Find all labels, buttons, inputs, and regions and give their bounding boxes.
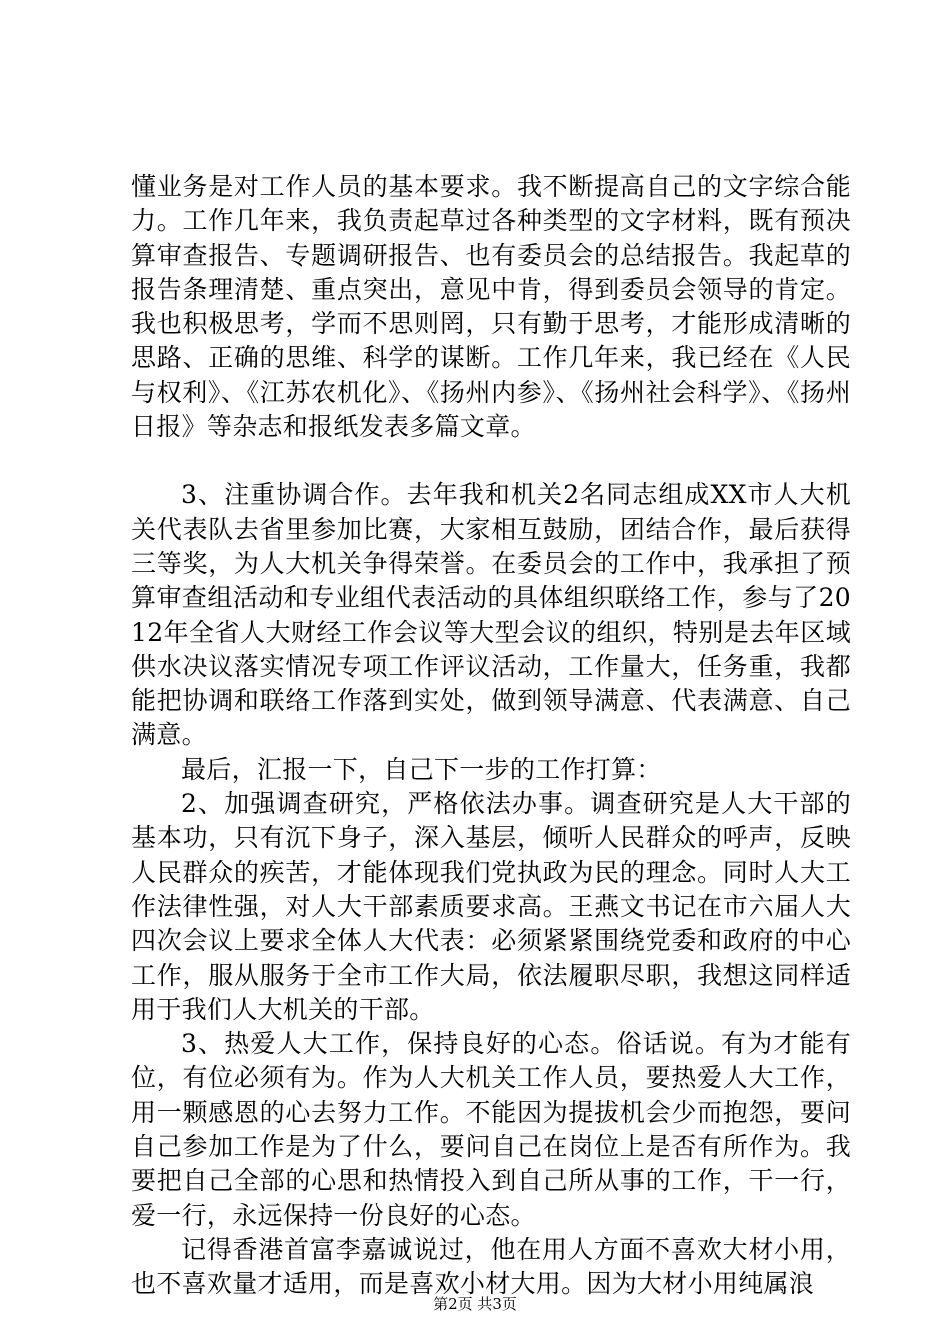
body-text: [131, 170, 851, 1302]
paragraph-next-plans-intro: 最后，汇报一下，自己下一步的工作打算：: [181, 754, 662, 784]
paragraph-attitude: 3、热爱人大工作，保持良好的心态。俗话说。有为才能有位，有位必须有为。作为人大机关工作人员，要热爱人大工作，用一颗感恩的心去努力工作。不能因为提拔机会少而抱怨，要问自己参加工作是为了什么，要问自己在岗位上是否有所作为。我要把自己全部的心思和热情投入到自己所从事的工作，干一行，爱一行，永远保持一份良好的心态。: [131, 1029, 851, 1230]
paragraph-research: 2、加强调查研究，严格依法办事。调查研究是人大干部的基本功，只有沉下身子，深入基层，倾听人民群众的呼声，反映人民群众的疾苦，才能体现我们党执政为民的理念。同时人大工作法律性强，对人大干部素质要求高。王燕文书记在市六届人大四次会议上要求全体人大代表：必须紧紧围绕党委和政府的中心工作，服从服务于全市工作大局，依法履职尽职，我想这同样适用于我们人大机关的干部。: [131, 789, 851, 1024]
paragraph-coordination: 3、注重协调合作。去年我和机关2名同志组成XX市人大机关代表队去省里参加比赛，大家相互鼓励，团结合作，最后获得三等奖，为人大机关争得荣誉。在委员会的工作中，我承担了预算审查组活动和专业组代表活动的具体组织联络工作，参与了2012年全省人大财经工作会议等大型会议的组织，特别是去年区域供水决议落实情况专项工作评议活动，工作量大，任务重，我都能把协调和联络工作落到实处，做到领导满意、代表满意、自己满意。: [131, 480, 851, 750]
paragraph-li-ka-shing: 记得香港首富李嘉诚说过，他在用人方面不喜欢大材小用，也不喜欢量才适用，而是喜欢小材大用。因为大材小用纯属浪: [131, 1234, 851, 1299]
paragraph-writing-ability: 懂业务是对工作人员的基本要求。我不断提高自己的文字综合能力。工作几年来，我负责起草过各种类型的文字材料，既有预决算审查报告、专题调研报告、也有委员会的总结报告。我起草的报告条理清楚、重点突出，意见中肯，得到委员会领导的肯定。我也积极思考，学而不思则罔，只有勤于思考，才能形成清晰的思路、正确的思维、科学的谋断。工作几年来，我已经在《人民与权利》、《江苏农机化》、《扬州内参》、《扬州社会科学》、《扬州日报》等杂志和报纸发表多篇文章。: [131, 172, 851, 442]
page-number-footer: 第2页 共3页: [433, 1295, 517, 1313]
